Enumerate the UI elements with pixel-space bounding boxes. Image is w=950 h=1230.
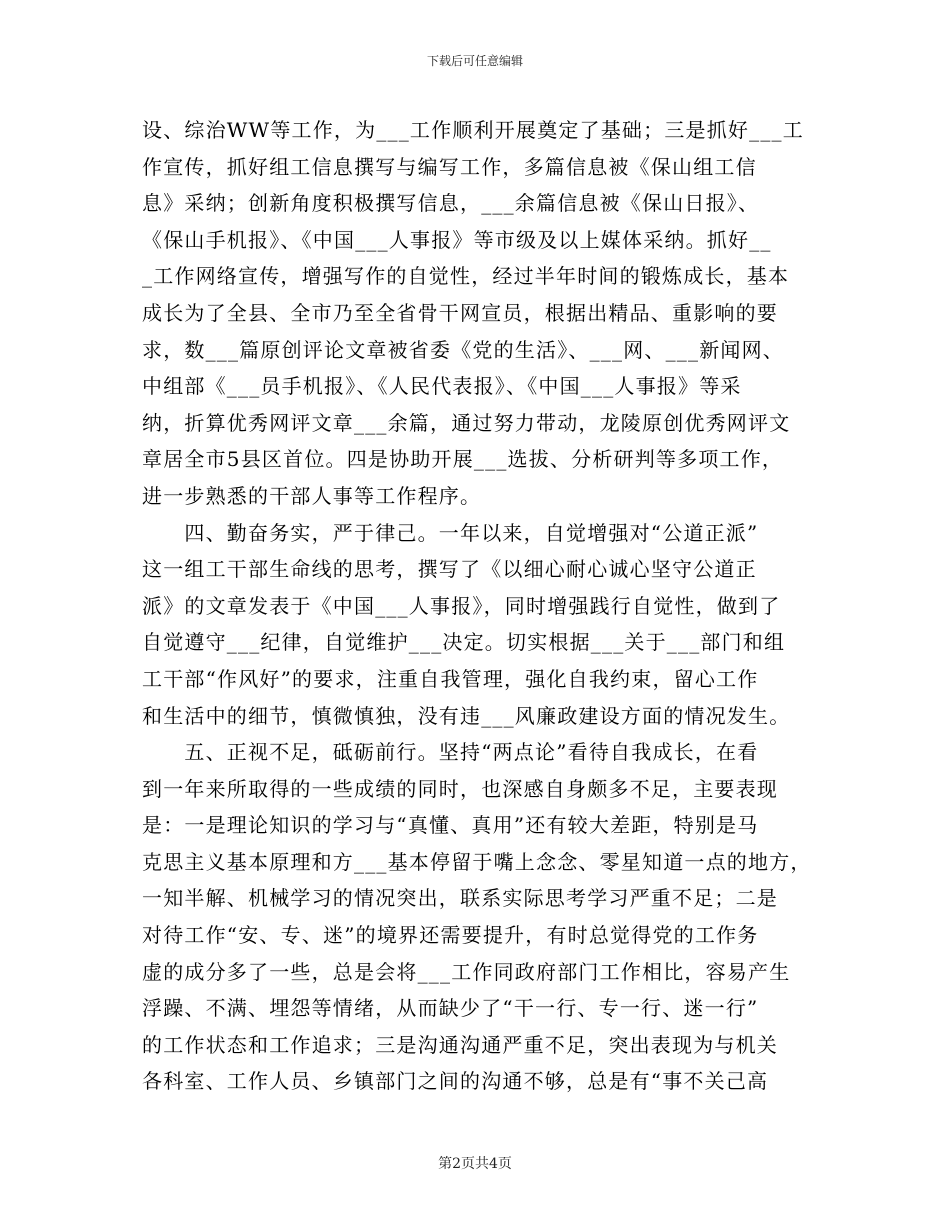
- paragraph-start-line: 五、正视不足，砥砺前行。坚持“两点论”看待自我成长，在看: [142, 740, 759, 765]
- text-line: 派》的文章发表于《中国___人事报》，同时增强践行自觉性，做到了: [142, 593, 781, 618]
- text-line: 这一组工干部生命线的思考，撰写了《以细心耐心诚心坚守公道正: [142, 557, 757, 582]
- text-line: _工作网络宣传，增强写作的自觉性，经过半年时间的锻炼成长，基本: [142, 264, 790, 289]
- page-header: 下载后可任意编辑: [426, 54, 523, 68]
- text-line: 求，数___篇原创评论文章被省委《党的生活》、___网、___新闻网、: [142, 337, 784, 362]
- text-line: 息》采纳；创新角度积极撰写信息，___余篇信息被《保山日报》、: [142, 191, 760, 216]
- page-number-footer: 第2页共4页: [438, 1156, 512, 1172]
- text-line: 进一步熟悉的干部人事等工作程序。: [142, 483, 482, 508]
- text-line: 对待工作“安、专、迷”的境界还需要提升，有时总觉得党的工作务: [142, 923, 759, 948]
- document-body: [142, 112, 822, 1100]
- text-line: 是：一是理论知识的学习与“真懂、真用”还有较大差距，特别是马: [142, 813, 759, 838]
- text-line: 自觉遵守___纪律，自觉维护___决定。切实根据___关于___部门和组: [142, 630, 786, 655]
- text-line: 克思主义基本原理和方___基本停留于嘴上念念、零星知道一点的地方，: [142, 849, 812, 874]
- text-line: 章居全市5县区首位。四是协助开展___选拔、分析研判等多项工作，: [142, 447, 784, 472]
- text-line: 设、综治WW等工作，为___工作顺利开展奠定了基础；三是抓好___工: [142, 118, 804, 142]
- text-line: 成长为了全县、全市乃至全省骨干网宣员，根据出精品、重影响的要: [142, 300, 778, 325]
- text-line: 一知半解、机械学习的情况突出，联系实际思考学习严重不足；二是: [142, 886, 778, 911]
- text-line: 工干部“作风好”的要求，注重自我管理，强化自我约束，留心工作: [142, 666, 759, 691]
- text-line: 的工作状态和工作追求；三是沟通沟通严重不足，突出表现为与机关: [142, 1032, 778, 1057]
- paragraph-start-line: 四、勤奋务实，严于律己。一年以来，自觉增强对“公道正派”: [142, 520, 759, 545]
- text-line: 到一年来所取得的一些成绩的同时，也深感自身颇多不足，主要表现: [142, 776, 778, 801]
- text-line: 中组部《___员手机报》、《人民代表报》、《中国___人事报》等采: [142, 374, 742, 399]
- text-line: 浮躁、不满、埋怨等情绪，从而缺少了“干一行、专一行、迷一行”: [142, 996, 759, 1021]
- text-line: 各科室、工作人员、乡镇部门之间的沟通不够，总是有“事不关己高: [142, 1069, 769, 1094]
- text-line: 《保山手机报》、《中国___人事报》等市级及以上媒体采纳。抓好__: [142, 227, 772, 252]
- text-line: 作宣传，抓好组工信息撰写与编写工作，多篇信息被《保山组工信: [142, 154, 757, 179]
- text-line: 纳，折算优秀网评文章___余篇，通过努力带动，龙陵原创优秀网评文: [142, 410, 791, 435]
- text-line: 虚的成分多了一些，总是会将___工作同政府部门工作相比，容易产生: [142, 959, 791, 984]
- text-line: 和生活中的细节，慎微慎独，没有违___风廉政建设方面的情况发生。: [142, 703, 791, 728]
